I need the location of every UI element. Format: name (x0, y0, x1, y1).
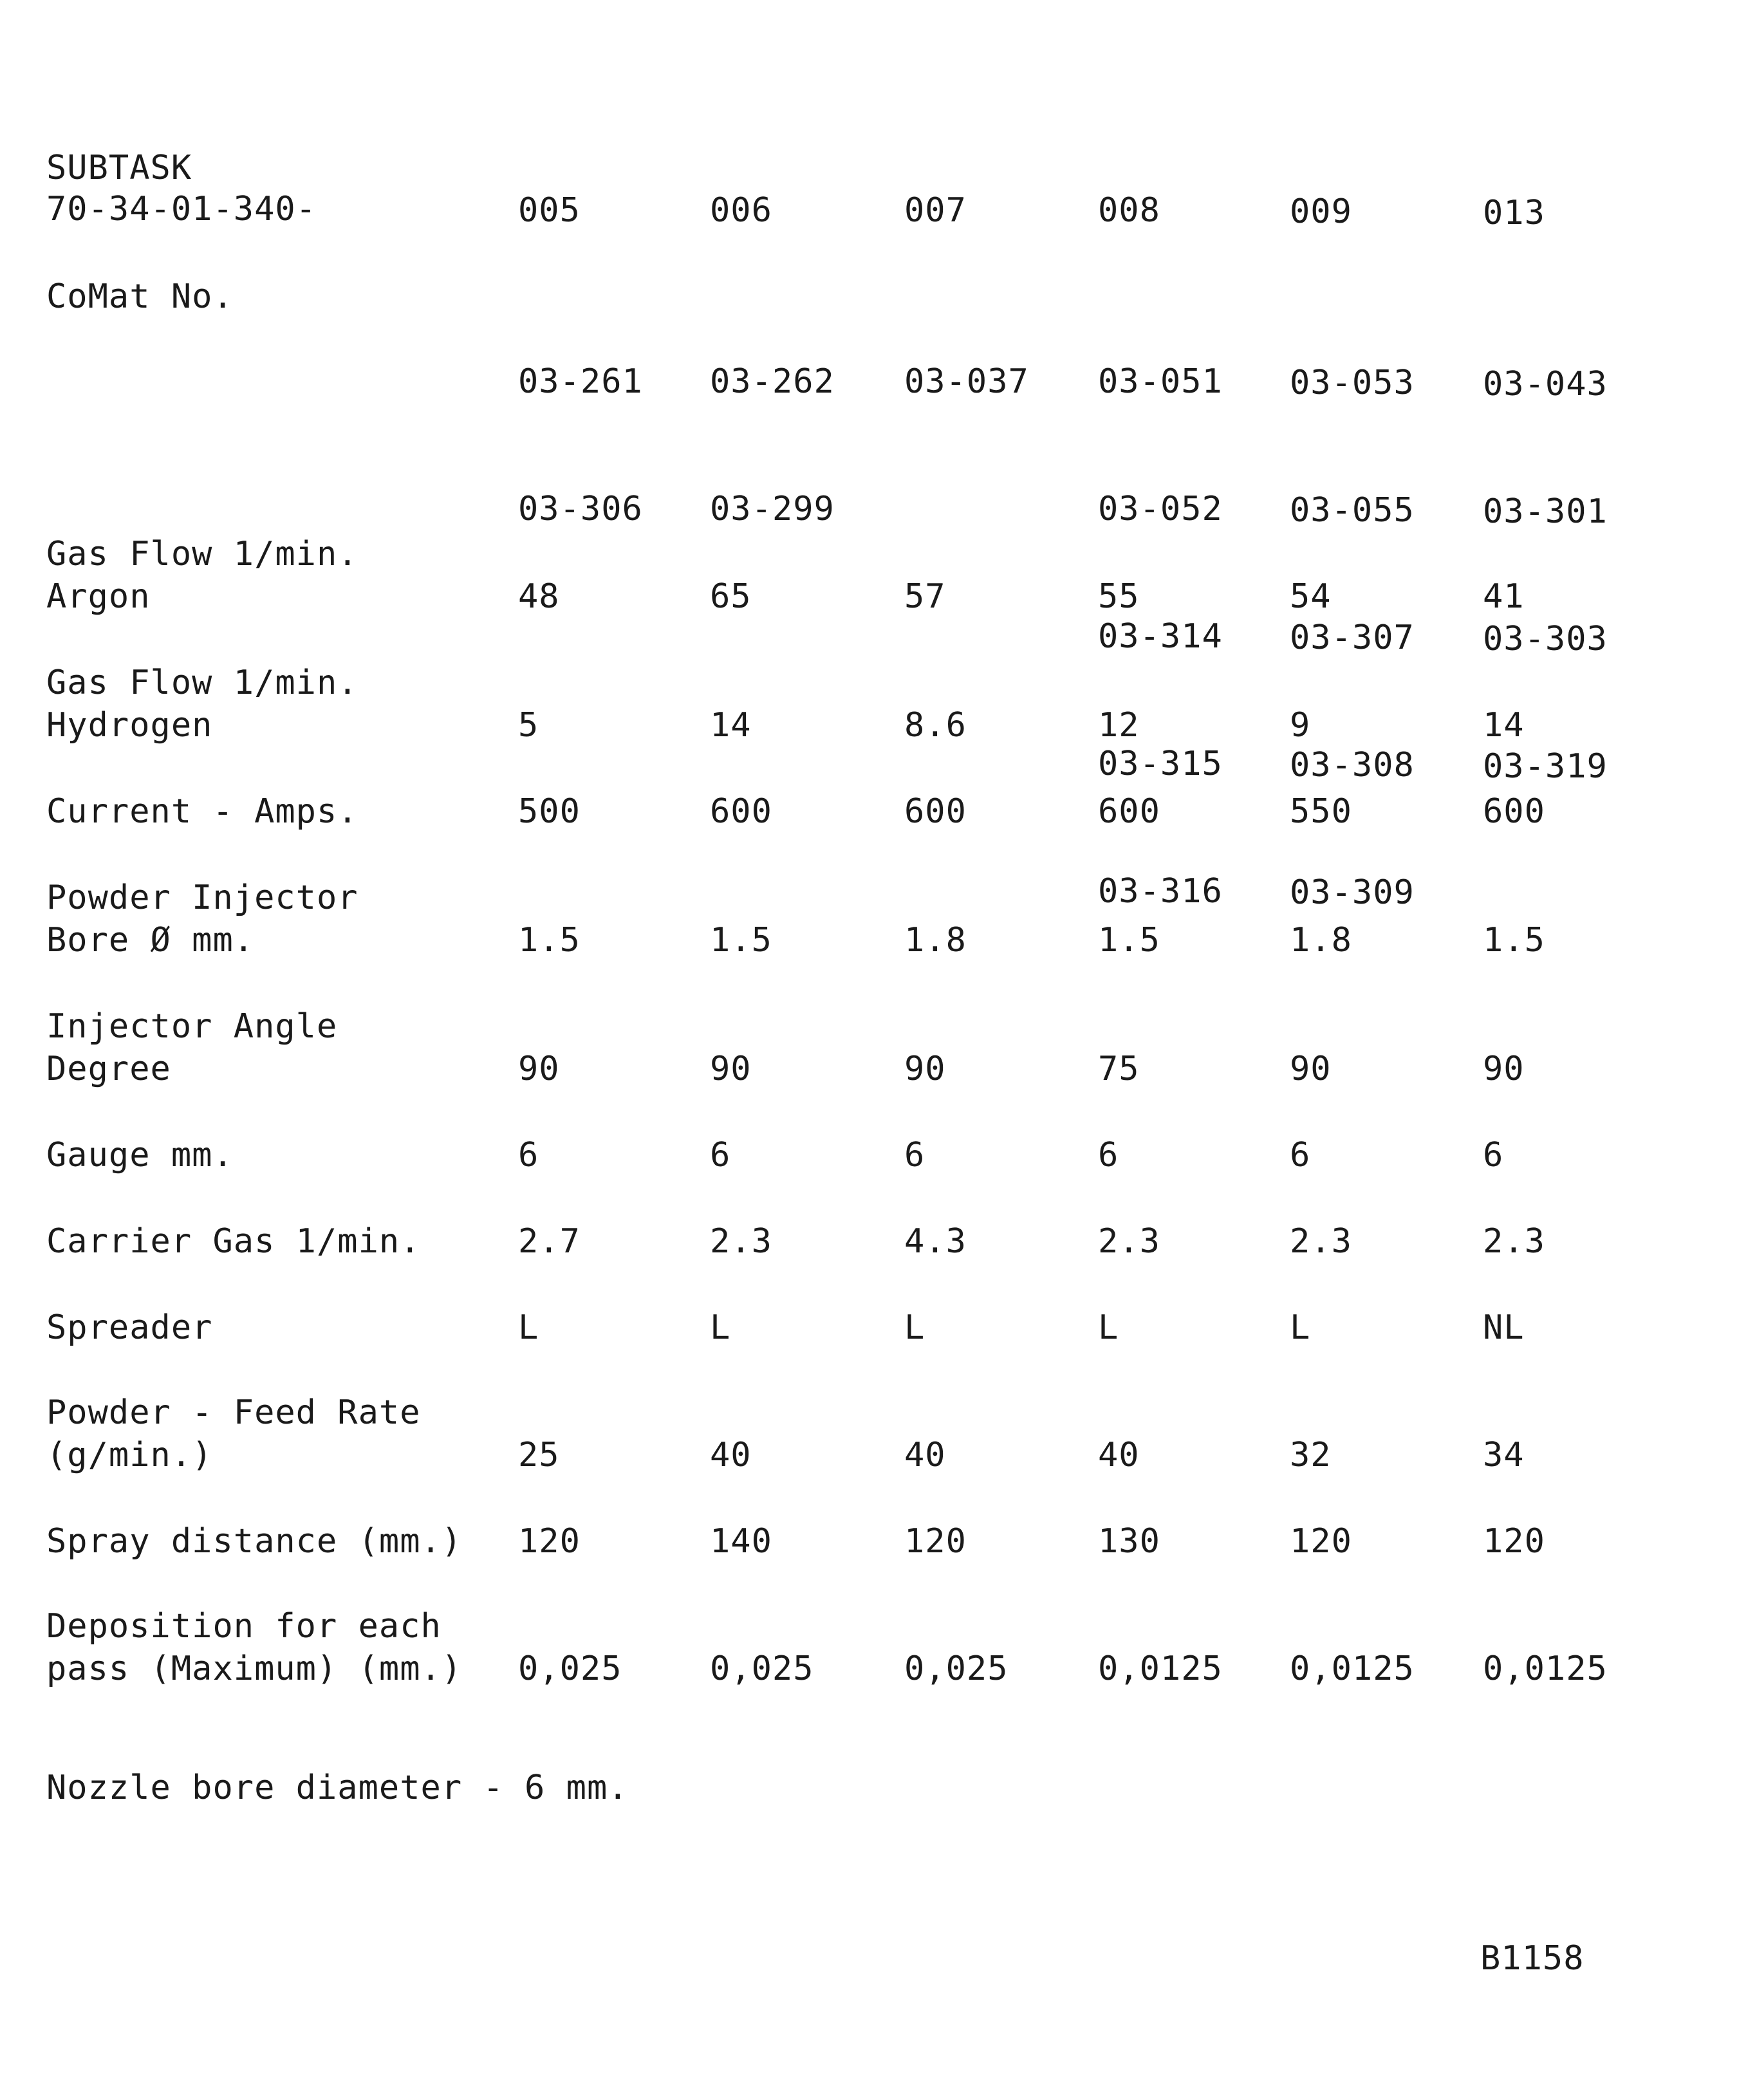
comat-column-009 (1290, 277, 1415, 999)
row-value: 54 (1290, 577, 1332, 616)
row-value: 6 (1098, 1136, 1119, 1175)
row-value: 1.8 (904, 921, 967, 960)
row-value: 2.3 (710, 1222, 772, 1261)
row-value: NL (1483, 1308, 1525, 1347)
row-value: 140 (710, 1522, 772, 1561)
row-value: 4.3 (904, 1222, 967, 1261)
comat-code: 03-262 (710, 362, 835, 401)
row-value: 600 (710, 792, 772, 831)
row-label: Degree (46, 1050, 171, 1088)
row-value: 6 (904, 1136, 925, 1175)
row-value: 5 (518, 706, 539, 745)
comat-code: 03-053 (1290, 364, 1415, 402)
row-label: Spray distance (mm.) (46, 1522, 463, 1561)
subtask-column-007: 007 (904, 191, 967, 230)
row-label: Carrier Gas 1/min. (46, 1222, 421, 1261)
row-value: 1.5 (518, 921, 581, 960)
comat-code: 03-309 (1290, 873, 1415, 912)
row-label: pass (Maximum) (mm.) (46, 1649, 463, 1688)
comat-code: 03-308 (1290, 746, 1415, 785)
comat-code: 03-043 (1483, 365, 1608, 404)
row-value: 0,0125 (1098, 1649, 1223, 1688)
comat-code: 03-307 (1290, 618, 1415, 657)
row-label: Hydrogen (46, 706, 213, 745)
row-value: 41 (1483, 577, 1525, 616)
row-value: 500 (518, 792, 581, 831)
row-label: Injector Angle (46, 1007, 338, 1046)
row-value: 14 (710, 706, 752, 745)
row-label: Powder Injector (46, 878, 358, 917)
row-value: L (710, 1308, 731, 1347)
row-value: 120 (904, 1522, 967, 1561)
row-value: 600 (1483, 792, 1545, 831)
row-value: 1.5 (710, 921, 772, 960)
comat-code: 03-306 (518, 490, 643, 528)
row-value: 90 (1290, 1050, 1332, 1088)
row-label: Argon (46, 577, 151, 616)
subtask-column-013: 013 (1483, 194, 1545, 232)
row-value: 14 (1483, 706, 1525, 745)
subtask-column-006: 006 (710, 191, 772, 230)
row-label: Gauge mm. (46, 1136, 234, 1175)
row-label: (g/min.) (46, 1436, 213, 1474)
row-value: 9 (1290, 706, 1311, 745)
row-value: 550 (1290, 792, 1352, 831)
row-value: 90 (518, 1050, 560, 1088)
comat-column-005 (518, 275, 643, 615)
row-value: L (1098, 1308, 1119, 1347)
row-value: 57 (904, 577, 946, 616)
row-value: 600 (1098, 792, 1160, 831)
row-value: 40 (710, 1436, 752, 1474)
row-value: 34 (1483, 1436, 1525, 1474)
row-label: Deposition for each (46, 1607, 442, 1646)
comat-code: 03-303 (1483, 620, 1608, 658)
row-value: 75 (1098, 1050, 1140, 1088)
row-label: Gas Flow 1/min. (46, 664, 358, 702)
comat-column-008 (1098, 275, 1223, 998)
comat-column-007 (904, 275, 1029, 488)
comat-label: CoMat No. (46, 277, 234, 316)
row-value: L (518, 1308, 539, 1347)
comat-code: 03-055 (1290, 491, 1415, 530)
comat-code: 03-037 (904, 362, 1029, 401)
row-value: 40 (1098, 1436, 1140, 1474)
row-value: 0,025 (710, 1649, 814, 1688)
subtask-column-008: 008 (1098, 191, 1160, 230)
row-value: 25 (518, 1436, 560, 1474)
row-value: 600 (904, 792, 967, 831)
row-value: 120 (1483, 1522, 1545, 1561)
row-value: 120 (518, 1522, 581, 1561)
row-value: 2.7 (518, 1222, 581, 1261)
comat-code: 03-314 (1098, 617, 1223, 656)
row-value: 2.3 (1098, 1222, 1160, 1261)
row-label: Gas Flow 1/min. (46, 535, 358, 573)
subtask-number: 70-34-01-340- (46, 190, 317, 228)
row-value: 32 (1290, 1436, 1332, 1474)
subtask-column-005: 005 (518, 191, 581, 230)
row-value: L (1290, 1308, 1311, 1347)
row-value: 130 (1098, 1522, 1160, 1561)
comat-code: 03-301 (1483, 492, 1608, 531)
subtask-column-009: 009 (1290, 192, 1352, 231)
comat-code: 03-261 (518, 362, 643, 401)
row-value: 90 (710, 1050, 752, 1088)
row-value: 8.6 (904, 706, 967, 745)
row-label: Powder - Feed Rate (46, 1393, 421, 1432)
comat-code: 03-315 (1098, 745, 1223, 783)
comat-code: 03-051 (1098, 362, 1223, 401)
row-value: 65 (710, 577, 752, 616)
comat-column-006 (710, 275, 835, 615)
row-value: 120 (1290, 1522, 1352, 1561)
row-value: L (904, 1308, 925, 1347)
comat-code: 03-316 (1098, 872, 1223, 911)
row-label: Spreader (46, 1308, 213, 1347)
row-value: 0,025 (518, 1649, 622, 1688)
row-value: 55 (1098, 577, 1140, 616)
row-value: 12 (1098, 706, 1140, 745)
row-value: 90 (904, 1050, 946, 1088)
subtask-label: SUBTASK (46, 149, 192, 187)
row-value: 6 (518, 1136, 539, 1175)
row-value: 0,0125 (1483, 1649, 1608, 1688)
row-label: Bore Ø mm. (46, 921, 255, 960)
row-value: 0,025 (904, 1649, 1009, 1688)
row-value: 6 (710, 1136, 731, 1175)
row-value: 2.3 (1483, 1222, 1545, 1261)
row-value: 1.5 (1098, 921, 1160, 960)
page-reference: B1158 (1480, 1939, 1585, 1978)
row-value: 90 (1483, 1050, 1525, 1088)
row-value: 1.8 (1290, 921, 1352, 960)
nozzle-footnote: Nozzle bore diameter - 6 mm. (46, 1769, 629, 1807)
comat-code: 03-299 (710, 490, 835, 528)
comat-code: 03-052 (1098, 490, 1223, 528)
row-value: 1.5 (1483, 921, 1545, 960)
row-value: 48 (518, 577, 560, 616)
row-value: 6 (1290, 1136, 1311, 1175)
row-label: Current - Amps. (46, 792, 358, 831)
row-value: 6 (1483, 1136, 1504, 1175)
comat-code: 03-319 (1483, 747, 1608, 786)
row-value: 40 (904, 1436, 946, 1474)
row-value: 2.3 (1290, 1222, 1352, 1261)
row-value: 0,0125 (1290, 1649, 1415, 1688)
